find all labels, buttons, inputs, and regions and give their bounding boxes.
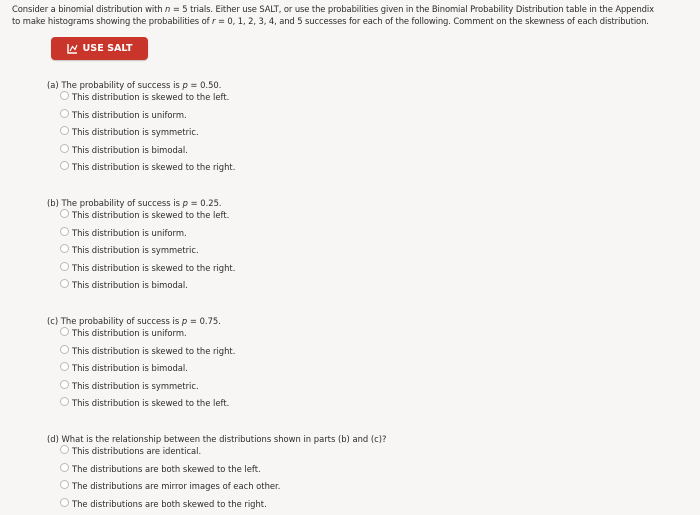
question-c xyxy=(47,316,235,415)
radio-option[interactable]: The distributions are both skewed to the left. xyxy=(47,463,387,481)
problem-statement xyxy=(12,4,692,27)
radio-button[interactable] xyxy=(60,244,69,253)
radio-option[interactable]: This distribution is bimodal. xyxy=(47,362,235,380)
radio-button[interactable] xyxy=(60,397,69,406)
radio-option[interactable]: This distribution is bimodal. xyxy=(47,279,235,297)
radio-option[interactable]: This distribution is skewed to the left. xyxy=(47,209,235,227)
radio-option[interactable]: This distribution is skewed to the left. xyxy=(47,91,235,109)
radio-button[interactable] xyxy=(60,126,69,135)
radio-button[interactable] xyxy=(60,161,69,170)
question-a xyxy=(47,80,235,179)
radio-option[interactable]: This distribution is bimodal. xyxy=(47,144,235,162)
question-b xyxy=(47,198,235,297)
chart-icon xyxy=(67,43,78,54)
radio-option[interactable]: This distribution is skewed to the left. xyxy=(47,397,235,415)
question-b-prompt: (b) The probability of success is p = 0.25. xyxy=(47,198,222,208)
use-salt-label: USE SALT xyxy=(82,43,133,54)
question-d-prompt: (d) What is the relationship between the distributions shown in parts (b) and (c)? xyxy=(47,434,387,444)
radio-option[interactable]: The distributions are both skewed to the right. xyxy=(47,498,387,515)
radio-button[interactable] xyxy=(60,345,69,354)
problem-line-2: to make histograms showing the probabilities of r = 0, 1, 2, 3, 4, and 5 successes for each of the following. Comment on the skewness of each distribution. xyxy=(12,15,649,26)
radio-option[interactable]: This distribution is skewed to the right. xyxy=(47,262,235,280)
radio-button[interactable] xyxy=(60,109,69,118)
question-c-prompt: (c) The probability of success is p = 0.75. xyxy=(47,316,221,326)
radio-button[interactable] xyxy=(60,480,69,489)
radio-option[interactable]: This distribution is symmetric. xyxy=(47,126,235,144)
radio-button[interactable] xyxy=(60,262,69,271)
radio-button[interactable] xyxy=(60,498,69,507)
question-d xyxy=(47,434,387,515)
radio-button[interactable] xyxy=(60,463,69,472)
radio-option[interactable]: This distribution is skewed to the right. xyxy=(47,345,235,363)
use-salt-button[interactable] xyxy=(51,37,148,60)
radio-button[interactable] xyxy=(60,279,69,288)
radio-option[interactable]: This distribution is skewed to the right. xyxy=(47,161,235,179)
radio-option[interactable]: This distribution is uniform. xyxy=(47,109,235,127)
radio-button[interactable] xyxy=(60,362,69,371)
radio-button[interactable] xyxy=(60,380,69,389)
radio-button[interactable] xyxy=(60,91,69,100)
radio-option[interactable]: This distribution is uniform. xyxy=(47,327,235,345)
radio-option[interactable]: This distribution is symmetric. xyxy=(47,380,235,398)
radio-option[interactable]: This distribution is uniform. xyxy=(47,227,235,245)
radio-option[interactable]: This distribution is symmetric. xyxy=(47,244,235,262)
radio-button[interactable] xyxy=(60,445,69,454)
radio-option[interactable]: The distributions are mirror images of each other. xyxy=(47,480,387,498)
radio-button[interactable] xyxy=(60,144,69,153)
radio-button[interactable] xyxy=(60,327,69,336)
radio-option[interactable]: This distributions are identical. xyxy=(47,445,387,463)
question-a-prompt: (a) The probability of success is p = 0.50. xyxy=(47,80,222,90)
problem-line-1: Consider a binomial distribution with n = 5 trials. Either use SALT, or use the probabilities given in the Binomial Probability Distribution table in the Appendix xyxy=(12,4,654,14)
radio-button[interactable] xyxy=(60,227,69,236)
radio-button[interactable] xyxy=(60,209,69,218)
